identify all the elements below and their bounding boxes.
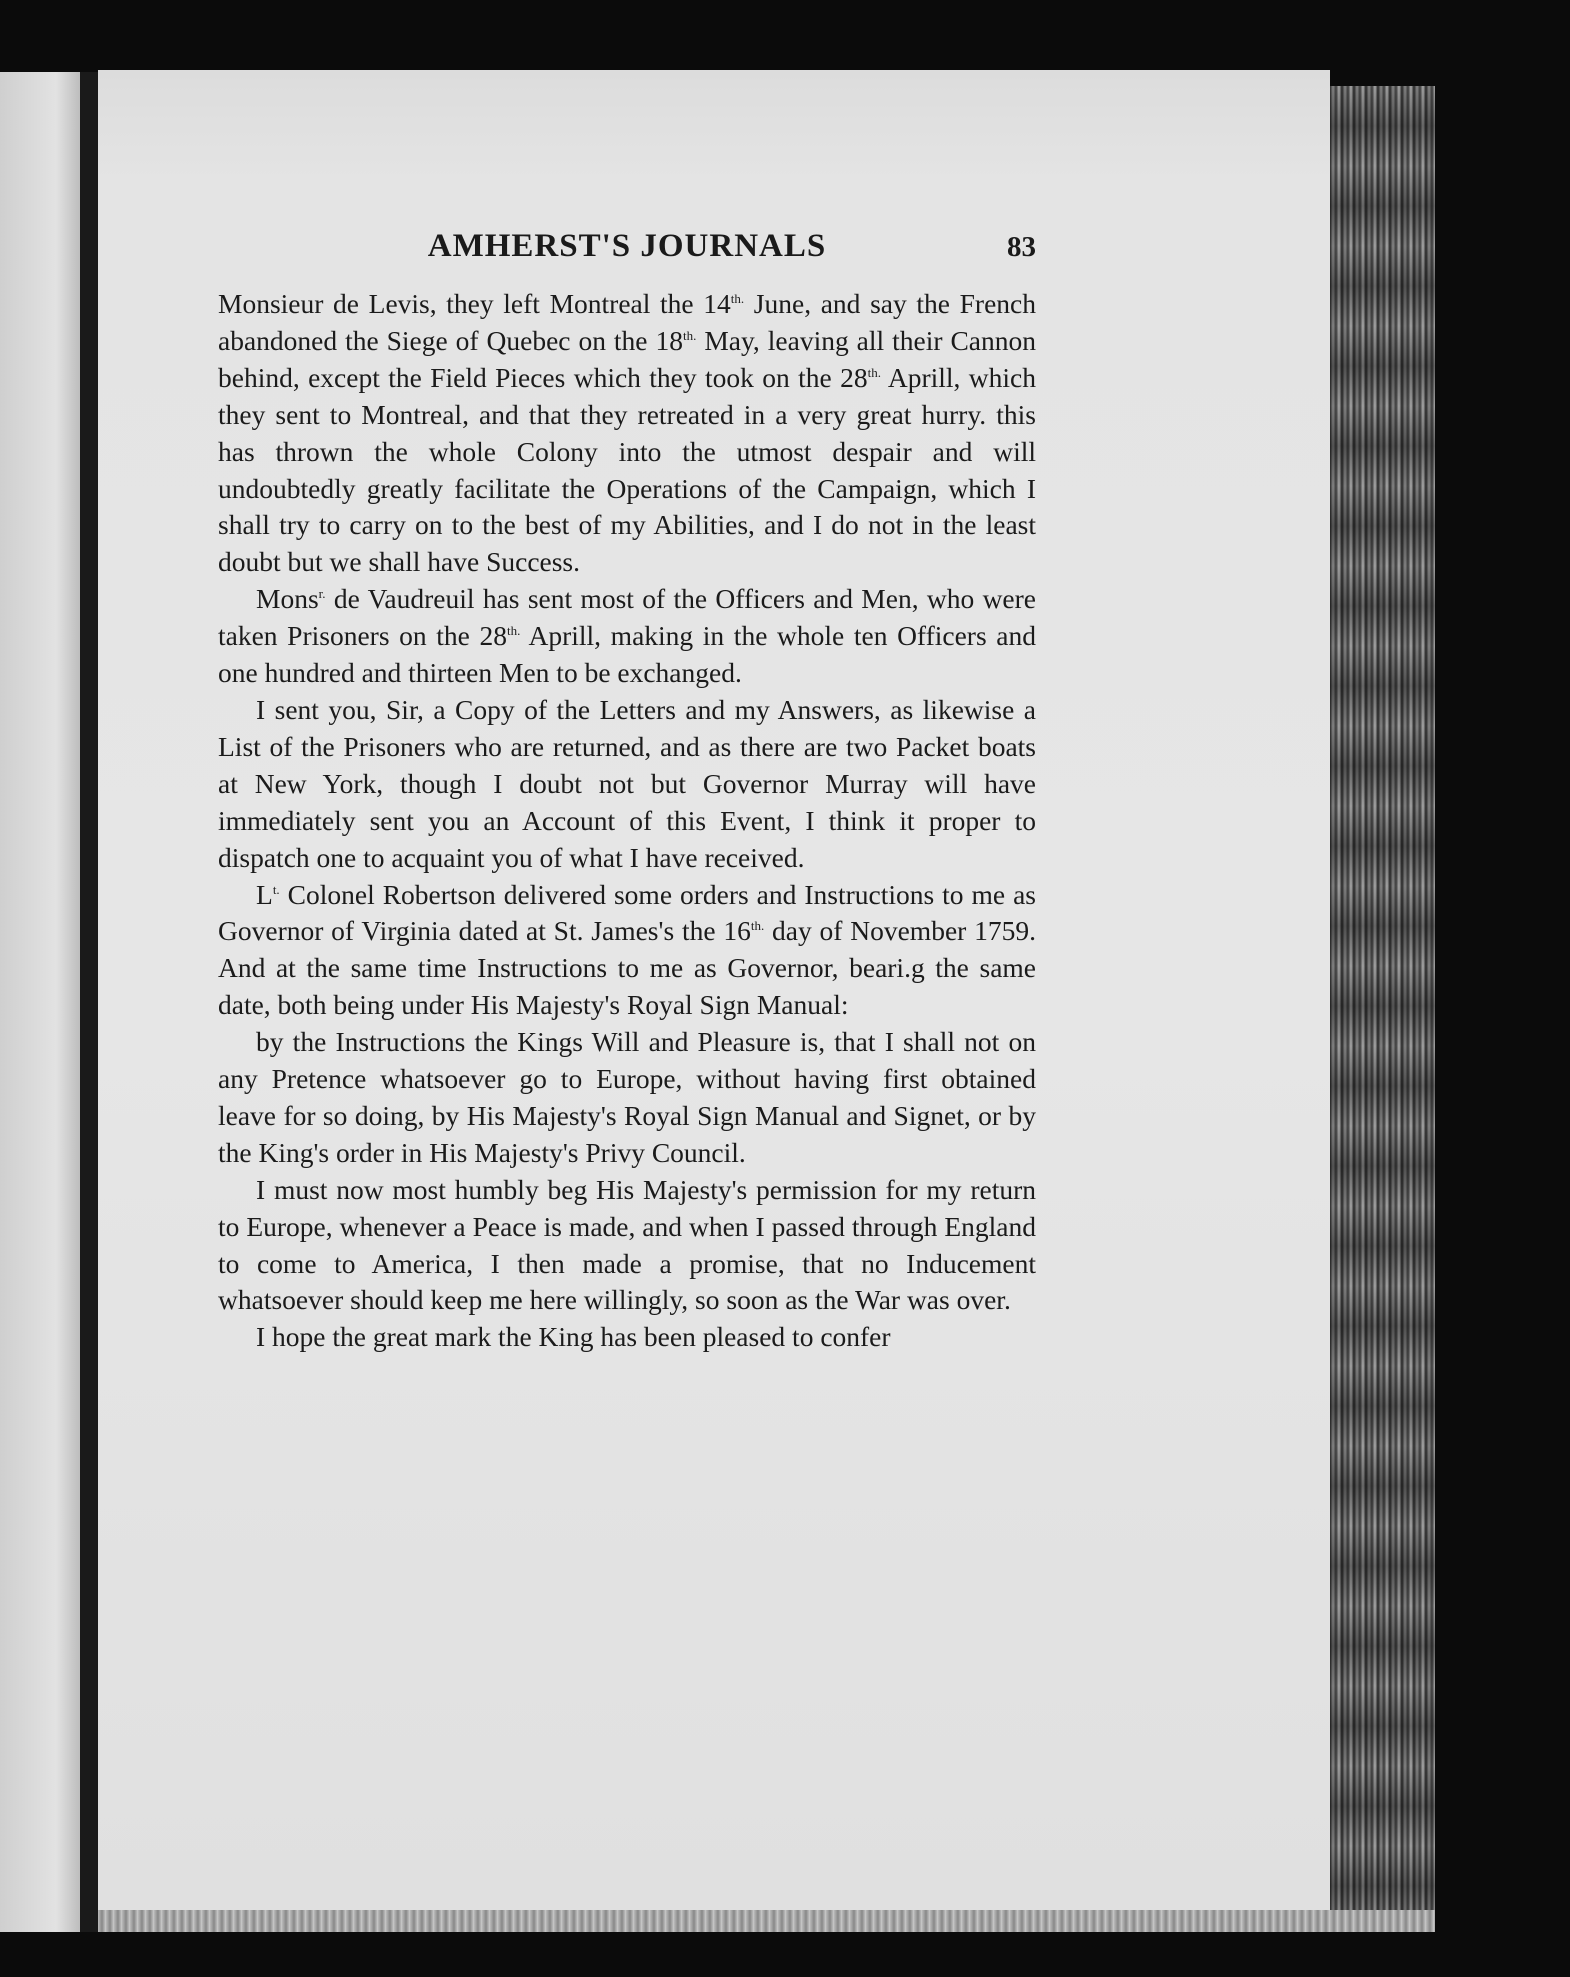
page-number: 83 [1007, 231, 1036, 263]
superscript: th. [867, 364, 881, 380]
text-run: May, leaving all their Cannon behind, except the Field Pieces which they took on the 28 [218, 324, 1036, 393]
text-run: Colonel Robertson delivered some orders and Instructions to me as Governor of Virginia dated at St. James's the 16 [218, 878, 1036, 947]
body-text [218, 286, 1036, 1356]
book-fore-edge [1330, 86, 1435, 1932]
paragraph [218, 877, 1036, 1025]
paragraph [218, 286, 1036, 581]
text-run: I sent you, Sir, a Copy of the Letters and my Answers, as likewise a List of the Prisoners who are returned, and as there are two Packet boats at New York, though I doubt not but Governor Murray will have immediately sent you an Account of this Event, I think it proper to dispatch one to acquaint you of what I have received. [218, 693, 1036, 873]
text-run: June, and say the French abandoned the Siege of Quebec on the 18 [218, 288, 1036, 356]
text-run: Mons [256, 583, 319, 615]
superscript: th. [730, 290, 745, 306]
running-head [218, 228, 1036, 276]
superscript: r. [318, 586, 326, 602]
superscript: th. [507, 623, 521, 638]
paragraph [218, 1024, 1036, 1172]
text-run: Monsieur de Levis, they left Montreal the 14 [218, 288, 731, 319]
text-run: I hope the great mark the King has been pleased to confer [256, 1321, 891, 1353]
text-run: day of November 1759. And at the same time Instructions to me as Governor, beari.g the same date, both being under His Majesty's Royal Sign Manual: [218, 915, 1036, 1021]
superscript: th. [682, 327, 697, 343]
book-bottom-edge [98, 1910, 1435, 1932]
text-run: I must now most humbly beg His Majesty's permission for my return to Europe, whenever a Peace is made, and when I passed through England to come to America, I then made a promise, that no Inducement whatsoever should keep me here willingly, so soon as the War was over. [218, 1173, 1036, 1316]
superscript: t. [272, 881, 280, 897]
text-run: de Vaudreuil has sent most of the Officers and Men, who were taken Prisoners on the 28 [218, 583, 1036, 652]
text-run: by the Instructions the Kings Will and Pleasure is, that I shall not on any Pretence whatsoever go to Europe, without having first obtained leave for so doing, by His Majesty's Royal Sign Manual and Signet, or by the King's order in His Majesty's Privy Council. [218, 1026, 1036, 1168]
superscript: th. [750, 918, 765, 934]
text-run: Aprill, which they sent to Montreal, and that they retreated in a very great hurry. this has thrown the whole Colony into the utmost despair and will undoubtedly greatly facilitate the Operations of the Campaign, which I shall try to carry on to the best of my Abilities, and I do not in the least doubt but we shall have Success. [218, 361, 1036, 578]
paragraph [218, 581, 1036, 692]
left-page-edge [0, 72, 80, 1932]
paragraph [218, 1319, 1036, 1356]
book-gutter [80, 72, 98, 1932]
running-title: AMHERST'S JOURNALS [427, 228, 827, 264]
text-run: L [256, 878, 273, 910]
paragraph [218, 1172, 1036, 1320]
paragraph [218, 692, 1036, 877]
text-run: Aprill, making in the whole ten Officers and one hundred and thirteen Men to be exchanged. [218, 620, 1036, 689]
